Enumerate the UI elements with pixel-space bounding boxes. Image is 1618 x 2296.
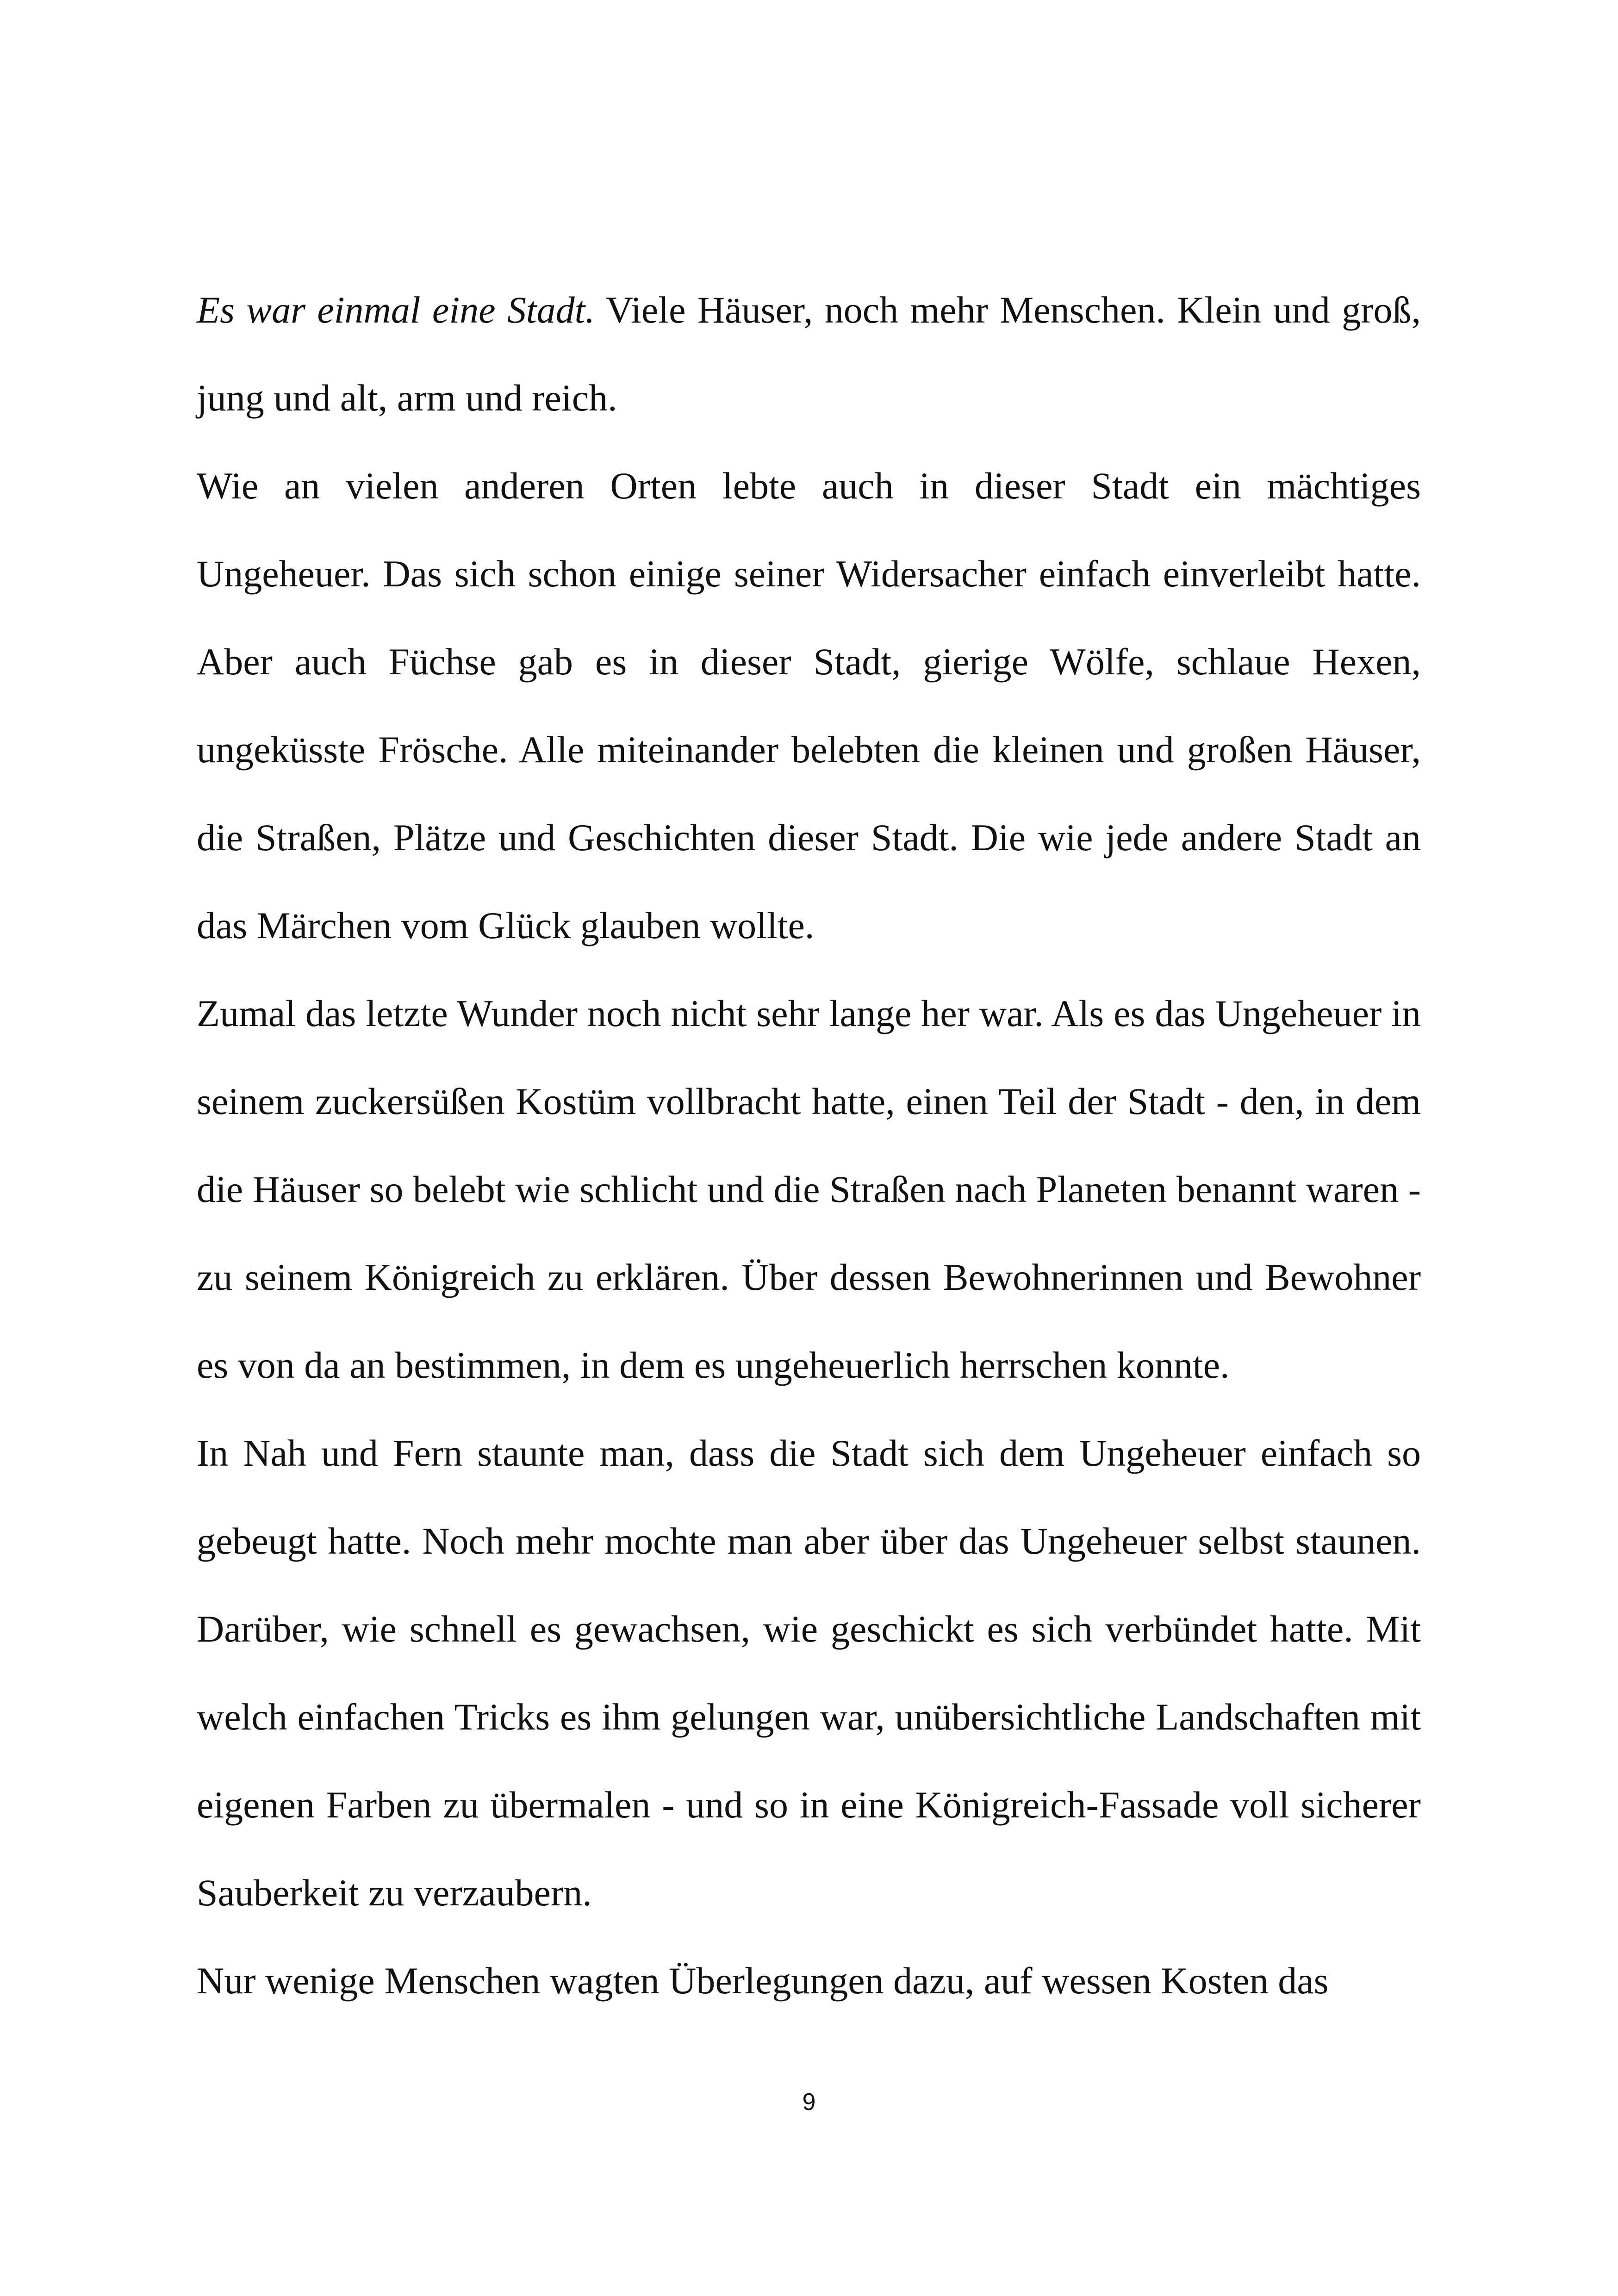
page-number: 9	[802, 2089, 816, 2116]
paragraph-text: Wie an vielen anderen Orten lebte auch in dieser Stadt ein mächtiges Ungeheuer. Das sich schon einige seiner Widersacher einfach einverleibt hatte. Aber auch Füchse gab es in dieser Stadt, gierige Wölfe, schlaue Hexen, ungeküsste Frösche. Alle miteinander belebten die kleinen und großen Häuser, die Straßen, Plätze und Geschichten dieser Stadt. Die wie jede andere Stadt an das Märchen vom Glück glauben wollte.	[197, 465, 1421, 946]
italic-opening-phrase: Es war einmal eine Stadt.	[197, 289, 595, 331]
paragraph-3	[197, 970, 1421, 1409]
paragraph-text: Zumal das letzte Wunder noch nicht sehr lange her war. Als es das Ungeheuer in seinem zuckersüßen Kostüm vollbracht hatte, einen Teil der Stadt - den, in dem die Häuser so belebt wie schlicht und die Straßen nach Planeten benannt waren - zu seinem Königreich zu erklären. Über dessen Bewohnerinnen und Bewohner es von da an bestimmen, in dem es ungeheuerlich herrschen konnte.	[197, 992, 1421, 1386]
paragraph-1	[197, 266, 1421, 442]
body-text	[197, 266, 1421, 2025]
paragraph-2	[197, 442, 1421, 970]
paragraph-text: In Nah und Fern staunte man, dass die Stadt sich dem Ungeheuer einfach so gebeugt hatte. Noch mehr mochte man aber über das Ungeheuer selbst staunen. Darüber, wie schnell es gewachsen, wie geschickt es sich verbündet hatte. Mit welch einfachen Tricks es ihm gelungen war, unübersichtliche Landschaften mit eigenen Farben zu übermalen - und so in eine Königreich-Fassade voll sicherer Sauberkeit zu verzaubern.	[197, 1432, 1421, 1914]
paragraph-5	[197, 1937, 1421, 2025]
paragraph-4	[197, 1409, 1421, 1937]
paragraph-text: Nur wenige Menschen wagten Überlegungen dazu, auf wessen Kosten das	[197, 1960, 1329, 2002]
paragraph-text: Viele Häuser, noch mehr Menschen. Klein und groß, jung und alt, arm und reich.	[197, 289, 1421, 419]
